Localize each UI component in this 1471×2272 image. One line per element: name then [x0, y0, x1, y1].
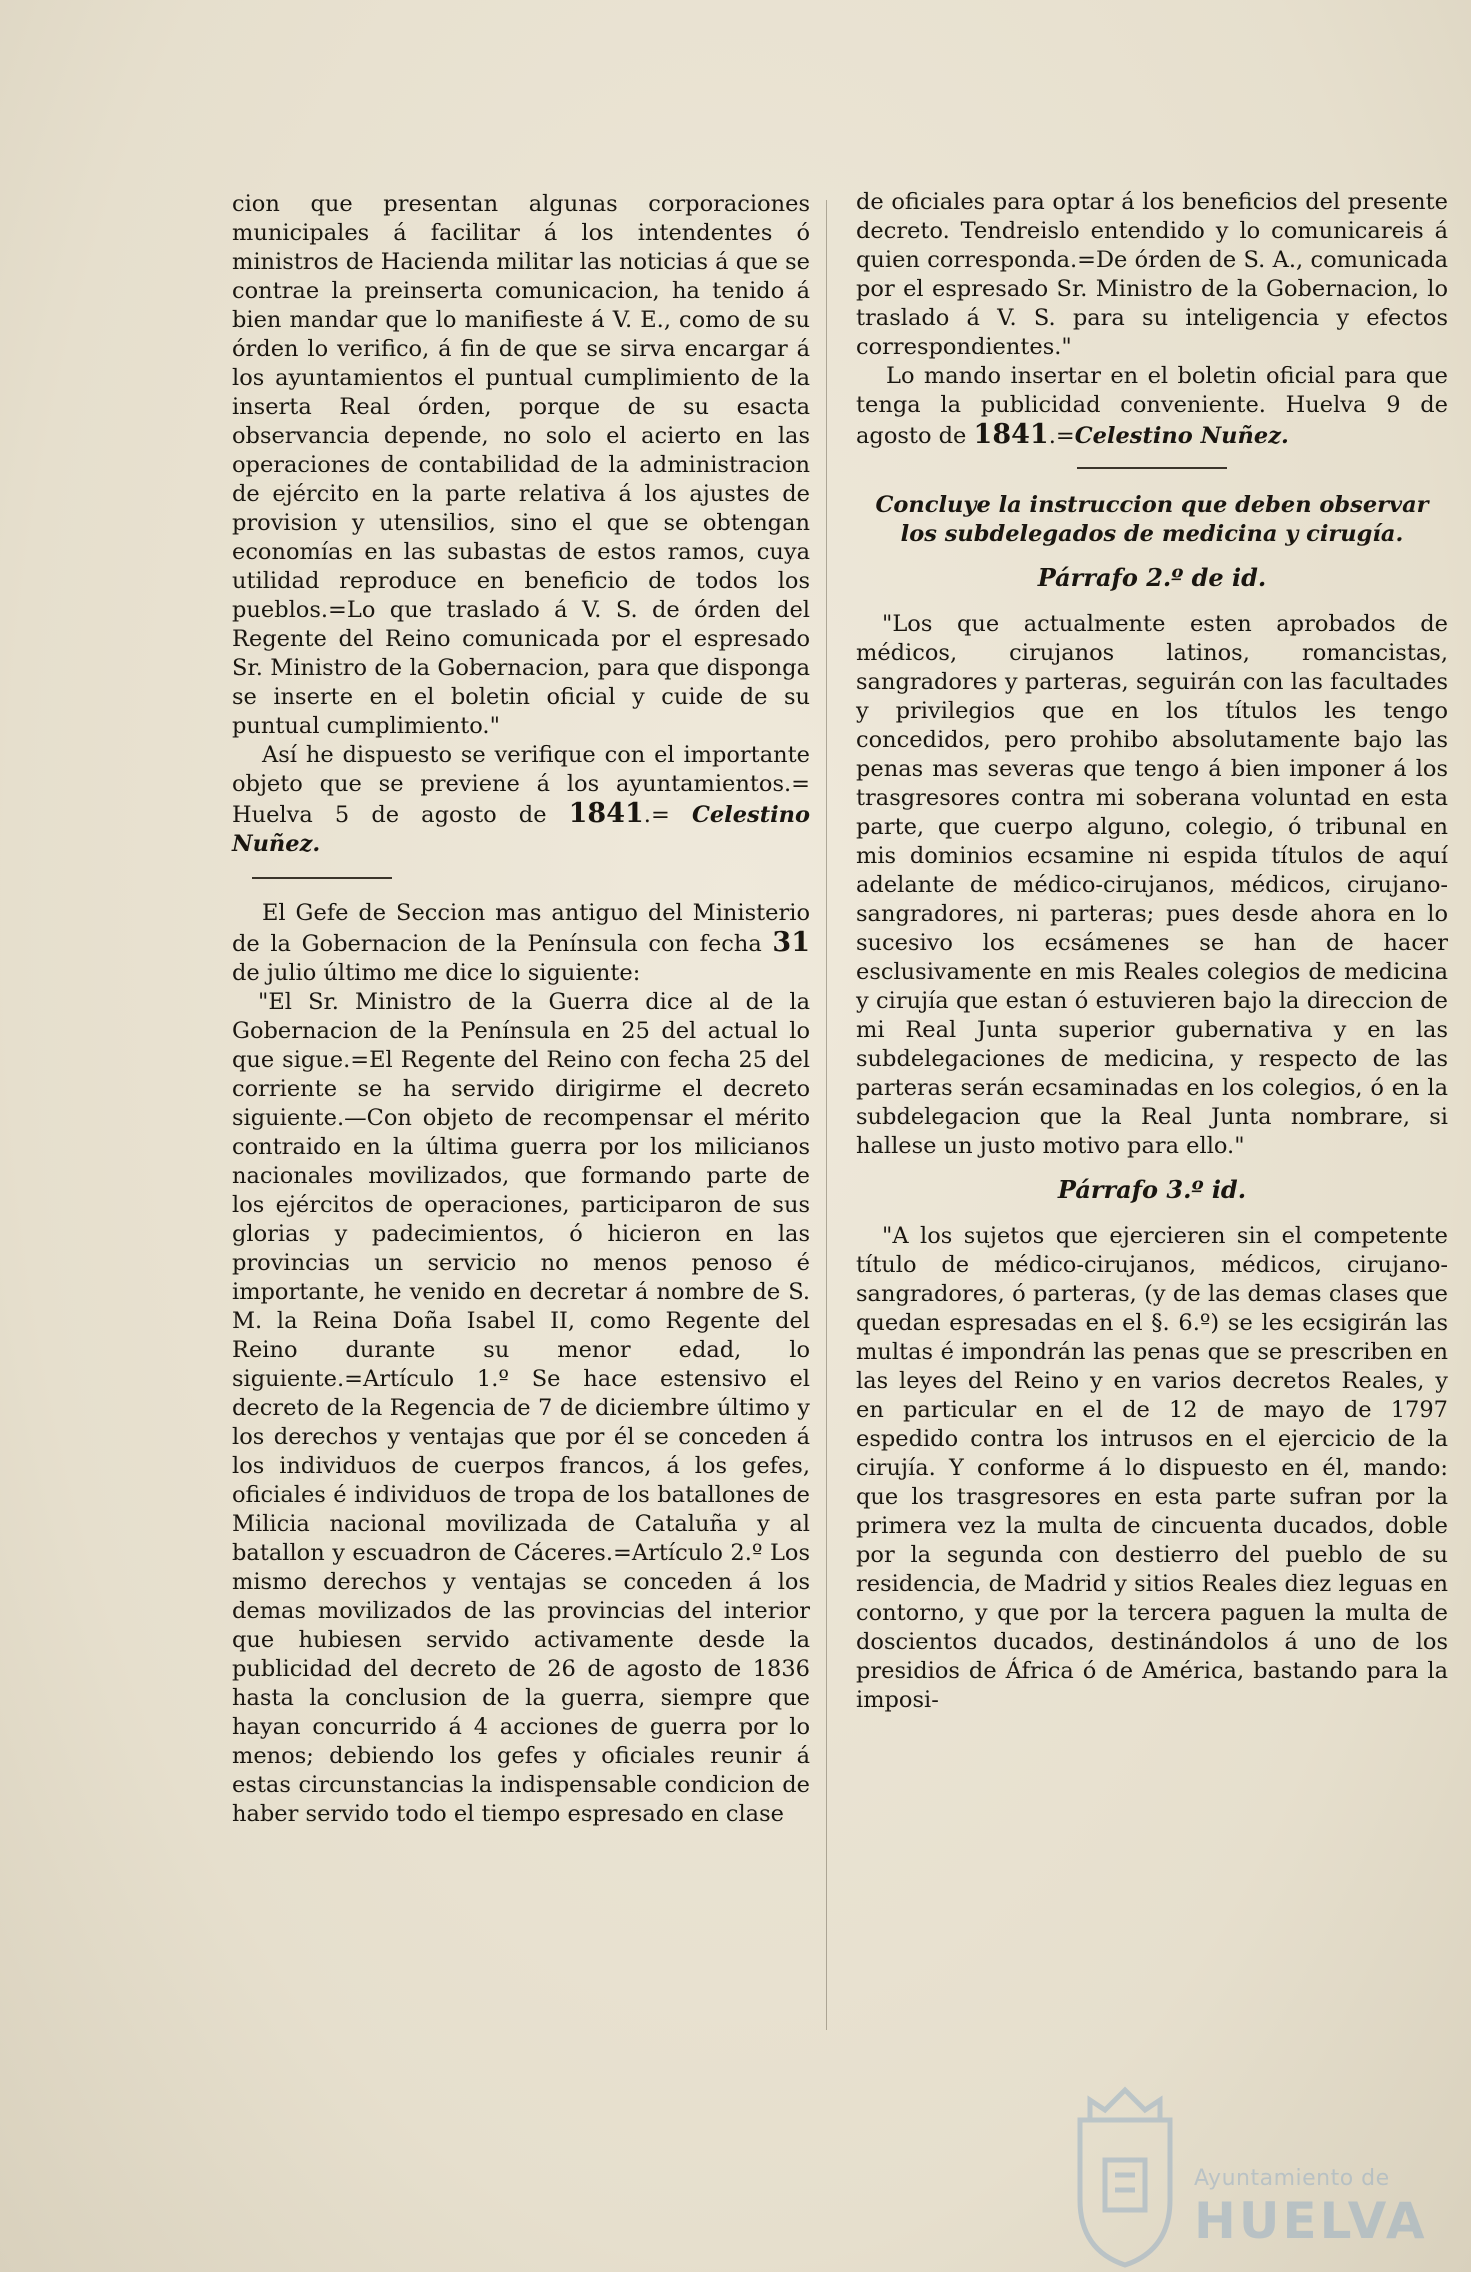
watermark-line-2: HUELVA: [1194, 2192, 1428, 2250]
right-paragraph-1: de oficiales para optar á los beneficios del presente decreto. Tendreislo entendido y lo comunicareis á quien corresponda.=De órden de S. A., comunicada por el espresado Sr. Ministro de la Gobernacion, lo traslado á V. S. para su inteligencia y efectos correspondientes.": [856, 189, 1448, 360]
section-rule: [1077, 467, 1227, 469]
watermark: [1060, 2080, 1428, 2270]
left-column: [232, 190, 810, 1829]
left-paragraph-1: cion que presentan algunas corporaciones municipales á facilitar á los intendentes ó ministros de Hacienda militar las noticias á que se contrae la preinserta comunicacion, ha tenido á bien mandar que lo manifieste á V. E., como de su órden lo verifico, á fin de que se sirva encargar á los ayuntamientos el puntual cumplimiento de la inserta Real órden, porque de su esacta observancia depende, no solo el acierto en las operaciones de contabilidad de la administracion de ejército en la parte relativa á los ajustes de provision y utensilios, sino el que se obtengan economías en las subastas de estos ramos, cuya utilidad reproduce en beneficio de todos los pueblos.=Lo que traslado á V. S. de órden del Regente del Reino comunicada por el espresado Sr. Ministro de la Gobernacion, para que disponga se inserte en el boletin oficial y cuide de su puntual cumplimiento.": [232, 191, 810, 739]
watermark-line-1: Ayuntamiento de: [1194, 2166, 1390, 2191]
section-rule: [252, 877, 392, 879]
left-paragraph-3: El Gefe de Seccion mas antiguo del Ministerio de la Gobernacion de la Península con fecha 31 de julio último me dice lo siguiente:: [232, 900, 810, 986]
right-paragraph-3-body: "A los sujetos que ejercieren sin el competente título de médico-cirujanos, médicos, cirujano-sangradores, ó parteras, (y de las demas clases que quedan espresadas en el §. 6.º) se les ecsigirán las multas é impondrán las penas que se prescriben en las leyes del Reino y en varios decretos Reales, y en particular en el de 12 de mayo de 1797 espedido contra los intrusos en el ejercicio de la cirujía. Y conforme á lo dispuesto en él, mando: que los trasgresores en esta parte sufran por la primera vez la multa de cincuenta ducados, doble por la segunda con destierro del pueblo de su residencia, de Madrid y sitios Reales diez leguas en contorno, y que por la tercera paguen la multa de doscientos ducados, destinándolos á uno de los presidios de África ó de América, bastando para la imposi-: [856, 1223, 1448, 1713]
right-column: [856, 188, 1448, 1715]
year-number: 1841: [568, 798, 644, 829]
city-seal-icon: [1060, 2080, 1190, 2270]
right-paragraph-2: Lo mando insertar en el boletin oficial para que tenga la publicidad conveniente. Huelva 9 de agosto de 1841.=Celestino Nuñez.: [856, 363, 1448, 450]
left-paragraph-2: Así he dispuesto se verifique con el importante objeto que se previene á los ayuntamientos.= Huelva 5 de agosto de 1841.= Celestino Nuñez.: [232, 742, 810, 857]
column-divider: [826, 200, 827, 2030]
left-paragraph-4: "El Sr. Ministro de la Guerra dice al de la Gobernacion de la Península en 25 del actual lo que sigue.=El Regente del Reino con fecha 25 del corriente se ha servido dirigirme el decreto siguiente.—Con objeto de recompensar el mérito contraido en la última guerra por los milicianos nacionales movilizados, que formando parte de los ejércitos de operaciones, participaron de sus glorias y padecimientos, ó hicieron en las provincias un servicio no menos penoso é importante, he venido en decretar á nombre de S. M. la Reina Doña Isabel II, como Regente del Reino durante su menor edad, lo siguiente.=Artículo 1.º Se hace estensivo el decreto de la Regencia de 7 de diciembre último y los derechos y ventajas que por él se conceden á los individuos de cuerpos francos, á los gefes, oficiales é individuos de tropa de los batallones de Milicia nacional movilizada de Cataluña y al batallon y escuadron de Cáceres.=Artículo 2.º Los mismo derechos y ventajas se conceden á los demas movilizados de las provincias del interior que hubiesen servido activamente desde la publicidad del decreto de 26 de agosto de 1836 hasta la conclusion de la guerra, siempre que hayan concurrido á 4 acciones de guerra por lo menos; debiendo los gefes y oficiales reunir á estas circunstancias la indispensable condicion de haber servido todo el tiempo espresado en clase: [232, 989, 810, 1827]
paragraph-heading-3: Párrafo 3.º id.: [1057, 1175, 1247, 1204]
day-number: 31: [772, 927, 810, 958]
signature: Celestino Nuñez.: [232, 802, 810, 857]
section-heading: Concluye la instruccion que deben observar los subdelegados de medicina y cirugía.: [875, 492, 1429, 547]
right-paragraph-2-body: "Los que actualmente esten aprobados de médicos, cirujanos latinos, romancistas, sangradores y parteras, seguirán con las facultades y privilegios que en los títulos les tengo concedidos, pero prohibo absolutamente bajo las penas mas severas que tengo á bien imponer á los trasgresores contra mi soberana voluntad en esta parte, que cuerpo alguno, colegio, ó tribunal en mis dominios ecsamine ni espida títulos de aquí adelante de médico-cirujanos, médicos, cirujano-sangradores, ni parteras; pues desde ahora en lo sucesivo los ecsámenes se han de hacer esclusivamente en mis Reales colegios de medicina y cirujía que estan ó estuvieren bajo la direccion de mi Real Junta superior gubernativa y en las subdelegaciones de medicina, y respecto de las parteras serán ecsaminadas en los colegios, ó en la subdelegacion que la Real Junta nombrare, si hallese un justo motivo para ello.": [856, 611, 1448, 1159]
signature: Celestino Nuñez.: [1074, 423, 1289, 449]
paragraph-heading-2: Párrafo 2.º de id.: [1037, 563, 1267, 592]
year-number: 1841: [973, 419, 1049, 450]
